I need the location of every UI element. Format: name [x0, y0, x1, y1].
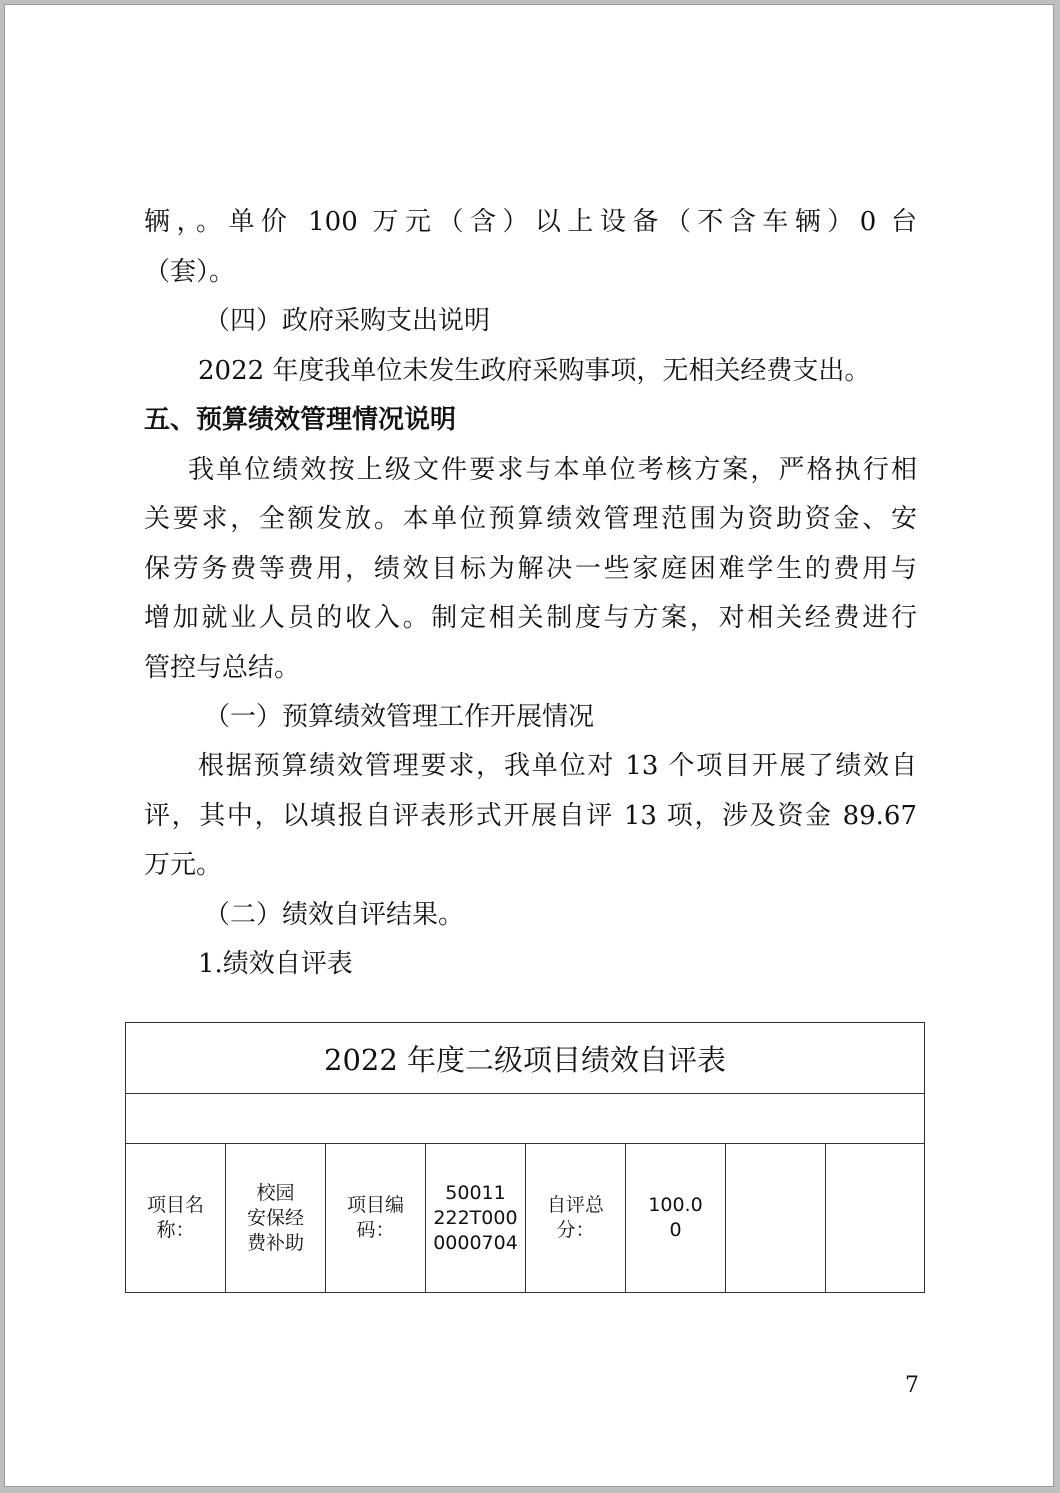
paragraph-line: 我单位绩效按上级文件要求与本单位考核方案，严格执行相: [188, 455, 917, 485]
project-code-value: 50011 222T000 0000704: [426, 1144, 526, 1293]
paragraph-line: 管控与总结。: [144, 653, 301, 683]
section-heading: （二）绩效自评结果。: [204, 900, 465, 930]
score-value: 100.0 0: [626, 1144, 726, 1293]
section-heading: （一）预算绩效管理工作开展情况: [204, 702, 595, 732]
empty-cell: [726, 1144, 826, 1293]
paragraph-line: 关要求，全额发放。本单位预算绩效管理范围为资助资金、安: [144, 504, 917, 534]
table-title: 2022 年度二级项目绩效自评表: [126, 1023, 925, 1094]
chapter-heading: 五、预算绩效管理情况说明: [144, 405, 457, 435]
score-label: 自评总 分：: [526, 1144, 626, 1293]
empty-cell: [826, 1144, 925, 1293]
section-heading: （四）政府采购支出说明: [204, 306, 491, 336]
paragraph-line: （套）。: [144, 257, 236, 287]
self-evaluation-table: [125, 1022, 925, 1293]
paragraph-line: 评，其中，以填报自评表形式开展自评 13 项，涉及资金 89.67: [144, 801, 917, 831]
project-code-label: 项目编 码：: [326, 1144, 426, 1293]
table-blank-row: [126, 1094, 925, 1144]
subsection-heading: 1.绩效自评表: [198, 949, 353, 979]
paragraph-line: 增加就业人员的收入。制定相关制度与方案，对相关经费进行: [144, 603, 917, 633]
paragraph-line: 万元。: [144, 850, 223, 880]
paragraph-line: 2022 年度我单位未发生政府采购事项，无相关经费支出。: [198, 356, 871, 386]
page-number: 7: [905, 1373, 919, 1398]
paragraph-line: 根据预算绩效管理要求，我单位对 13 个项目开展了绩效自: [198, 751, 917, 781]
paragraph-line: 辆，。单价 100 万元（含）以上设备（不含车辆）0 台: [144, 207, 917, 237]
project-name-value: 校园 安保经 费补助: [226, 1144, 326, 1293]
paragraph-line: 保劳务费等费用，绩效目标为解决一些家庭困难学生的费用与: [144, 554, 917, 584]
table-row: [126, 1144, 925, 1293]
project-name-label: 项目名 称：: [126, 1144, 226, 1293]
